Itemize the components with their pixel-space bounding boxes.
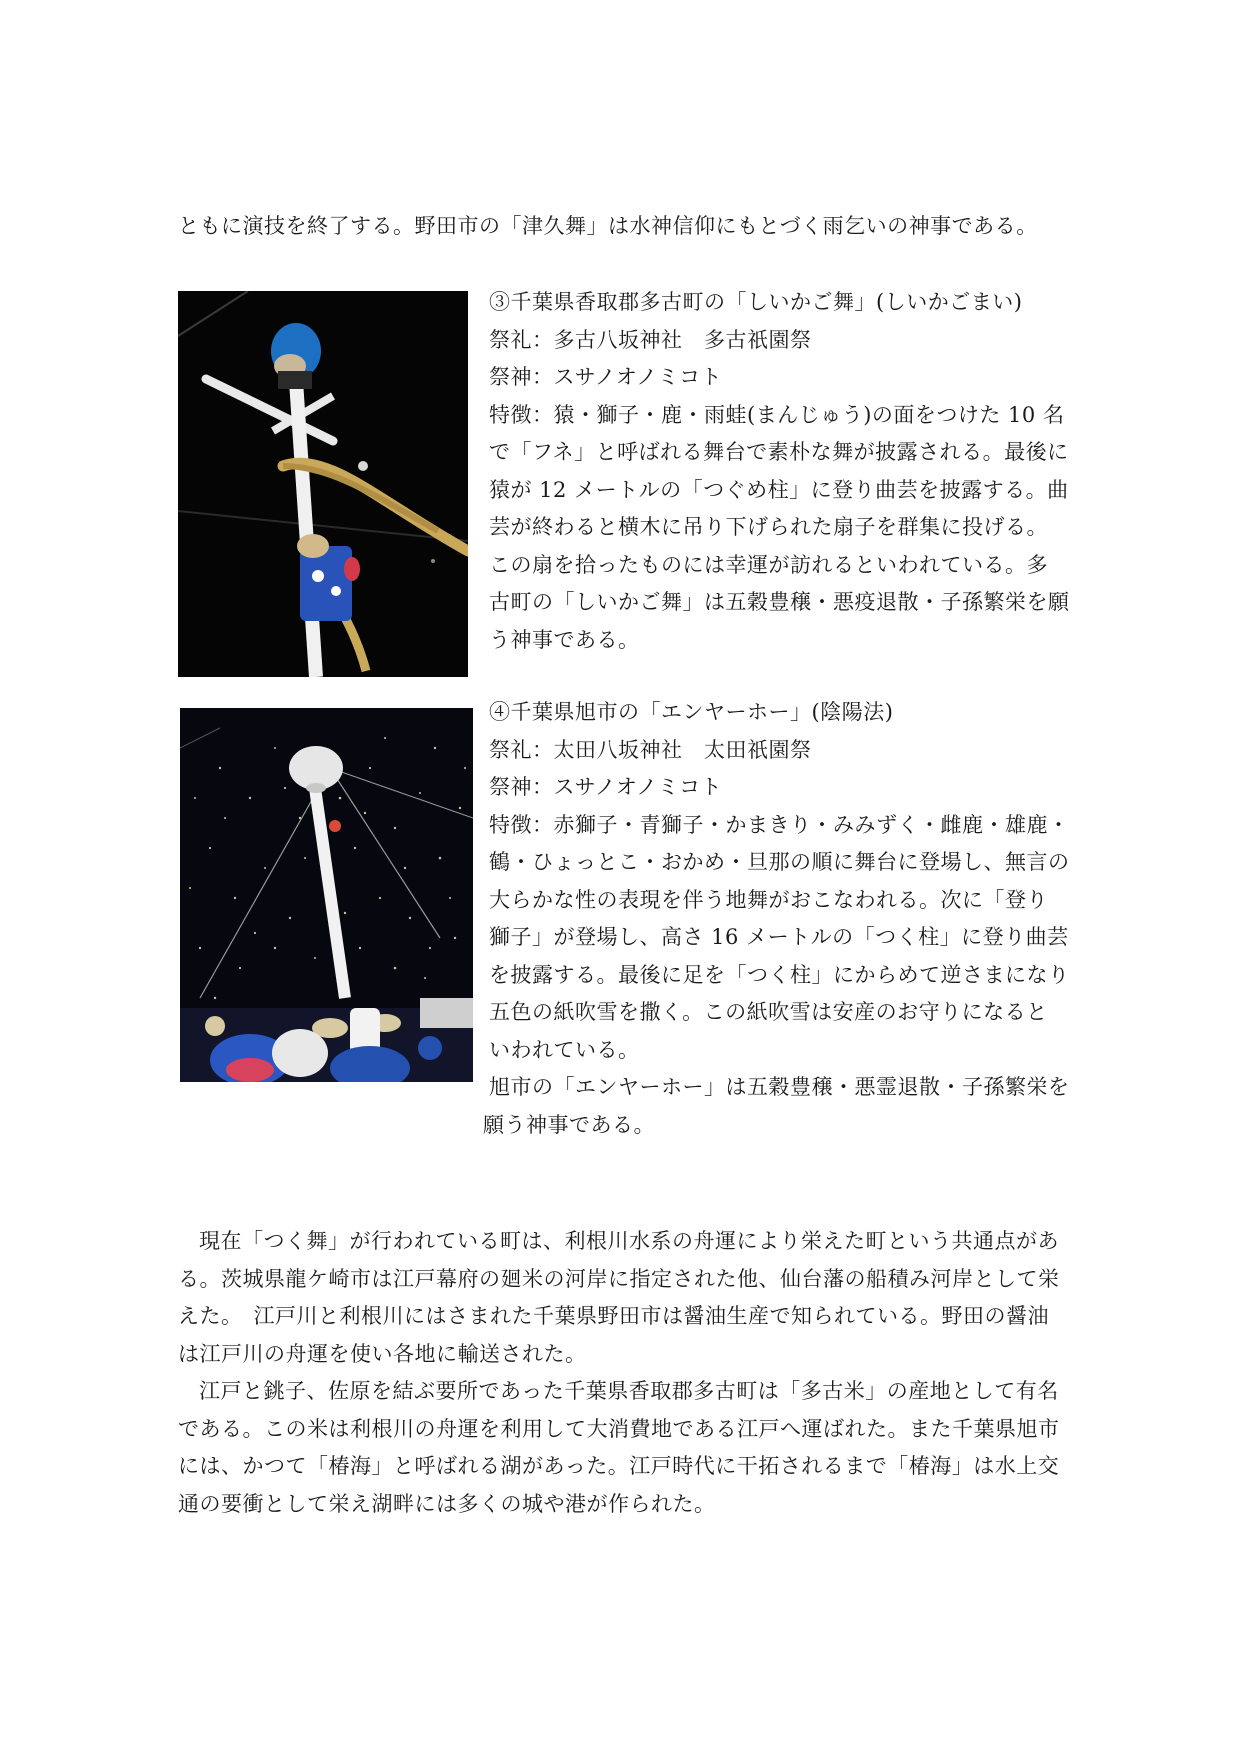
description-line: う神事である。 [489, 627, 640, 652]
festival-line: 祭礼：多古八坂神社 多古祇園祭 [489, 327, 812, 352]
paragraph-line: 江戸と銚子、佐原を結ぶ要所であった千葉県香取郡多古町は「多古米」の産地として有名 [199, 1379, 1059, 1403]
paragraph-line: る。茨城県龍ケ崎市は江戸幕府の廻米の河岸に指定された他、仙台藩の船積み河岸として栄 [178, 1266, 1060, 1291]
paragraph-line: 現在「つく舞」が行われている町は、利根川水系の舟運により栄えた町という共通点があ [199, 1229, 1059, 1253]
description-line: 旭市の「エンヤーホー」は五穀豊穣・悪霊退散・子孫繁栄を [489, 1075, 1070, 1099]
section-shiikago-mai [489, 284, 1070, 659]
paragraph-line: 通の要衝として栄え湖畔には多くの城や港が作られた。 [178, 1491, 716, 1516]
description-line: 願う神事である。 [483, 1112, 655, 1137]
paragraph-line: は江戸川の舟運を使い各地に輸送された。 [178, 1341, 587, 1366]
deity-line: 祭神：スサノオノミコト [489, 365, 723, 389]
paragraph-line: えた。 江戸川と利根川にはさまれた千葉県野田市は醤油生産で知られている。野田の醤油 [178, 1304, 1049, 1328]
deity-line: 祭神：スサノオノミコト [489, 775, 723, 799]
description-line: 獅子」が登場し、高さ 16 メートルの「つく柱」に登り曲芸 [489, 925, 1069, 949]
shiikago-mai-photo [178, 291, 468, 677]
description-line: を披露する。最後に足を「つく柱」にからめて逆さまになり [489, 962, 1070, 987]
description-line: 大らかな性の表現を伴う地舞がおこなわれる。次に「登り [489, 887, 1048, 912]
section-enya-ho [483, 694, 1070, 1144]
closing-paragraphs [178, 1223, 1060, 1523]
description-line: 猿が 12 メートルの「つぐめ柱」に登り曲芸を披露する。曲 [489, 477, 1069, 502]
description-line: いわれている。 [489, 1037, 640, 1062]
description-line: 芸が終わると横木に吊り下げられた扇子を群集に投げる。 [489, 515, 1048, 539]
description-line: 古町の「しいかご舞」は五穀豊穣・悪疫退散・子孫繁栄を願 [489, 590, 1070, 614]
festival-line: 祭礼：太田八坂神社 太田祇園祭 [489, 737, 812, 762]
description-line: 特徴：猿・獅子・鹿・雨蛙(まんじゅう)の面をつけた 10 名 [489, 402, 1065, 427]
section-title: ③千葉県香取郡多古町の「しいかご舞」(しいかごまい) [489, 290, 1023, 314]
paragraph-line: である。この米は利根川の舟運を利用して大消費地である江戸へ運ばれた。また千葉県旭市 [178, 1416, 1060, 1441]
paragraph-line: には、かつて「椿海」と呼ばれる湖があった。江戸時代に干拓されるまで「椿海」は水上交 [178, 1454, 1060, 1478]
description-line: で「フネ」と呼ばれる舞台で素朴な舞が披露される。最後に [489, 440, 1069, 464]
intro-line: ともに演技を終了する。野田市の「津久舞」は水神信仰にもとづく雨乞いの神事である。 [178, 214, 1038, 238]
enya-ho-photo [180, 708, 473, 1082]
description-line: この扇を拾ったものには幸運が訪れるといわれている。多 [489, 552, 1048, 577]
section-title: ④千葉県旭市の「エンヤーホー」(陰陽法) [489, 700, 894, 724]
description-line: 五色の紙吹雪を撒く。この紙吹雪は安産のお守りになると [489, 1000, 1048, 1024]
description-line: 特徴：赤獅子・青獅子・かまきり・みみずく・雌鹿・雄鹿・ [489, 812, 1070, 837]
description-line: 鶴・ひょっとこ・おかめ・旦那の順に舞台に登場し、無言の [489, 850, 1070, 874]
